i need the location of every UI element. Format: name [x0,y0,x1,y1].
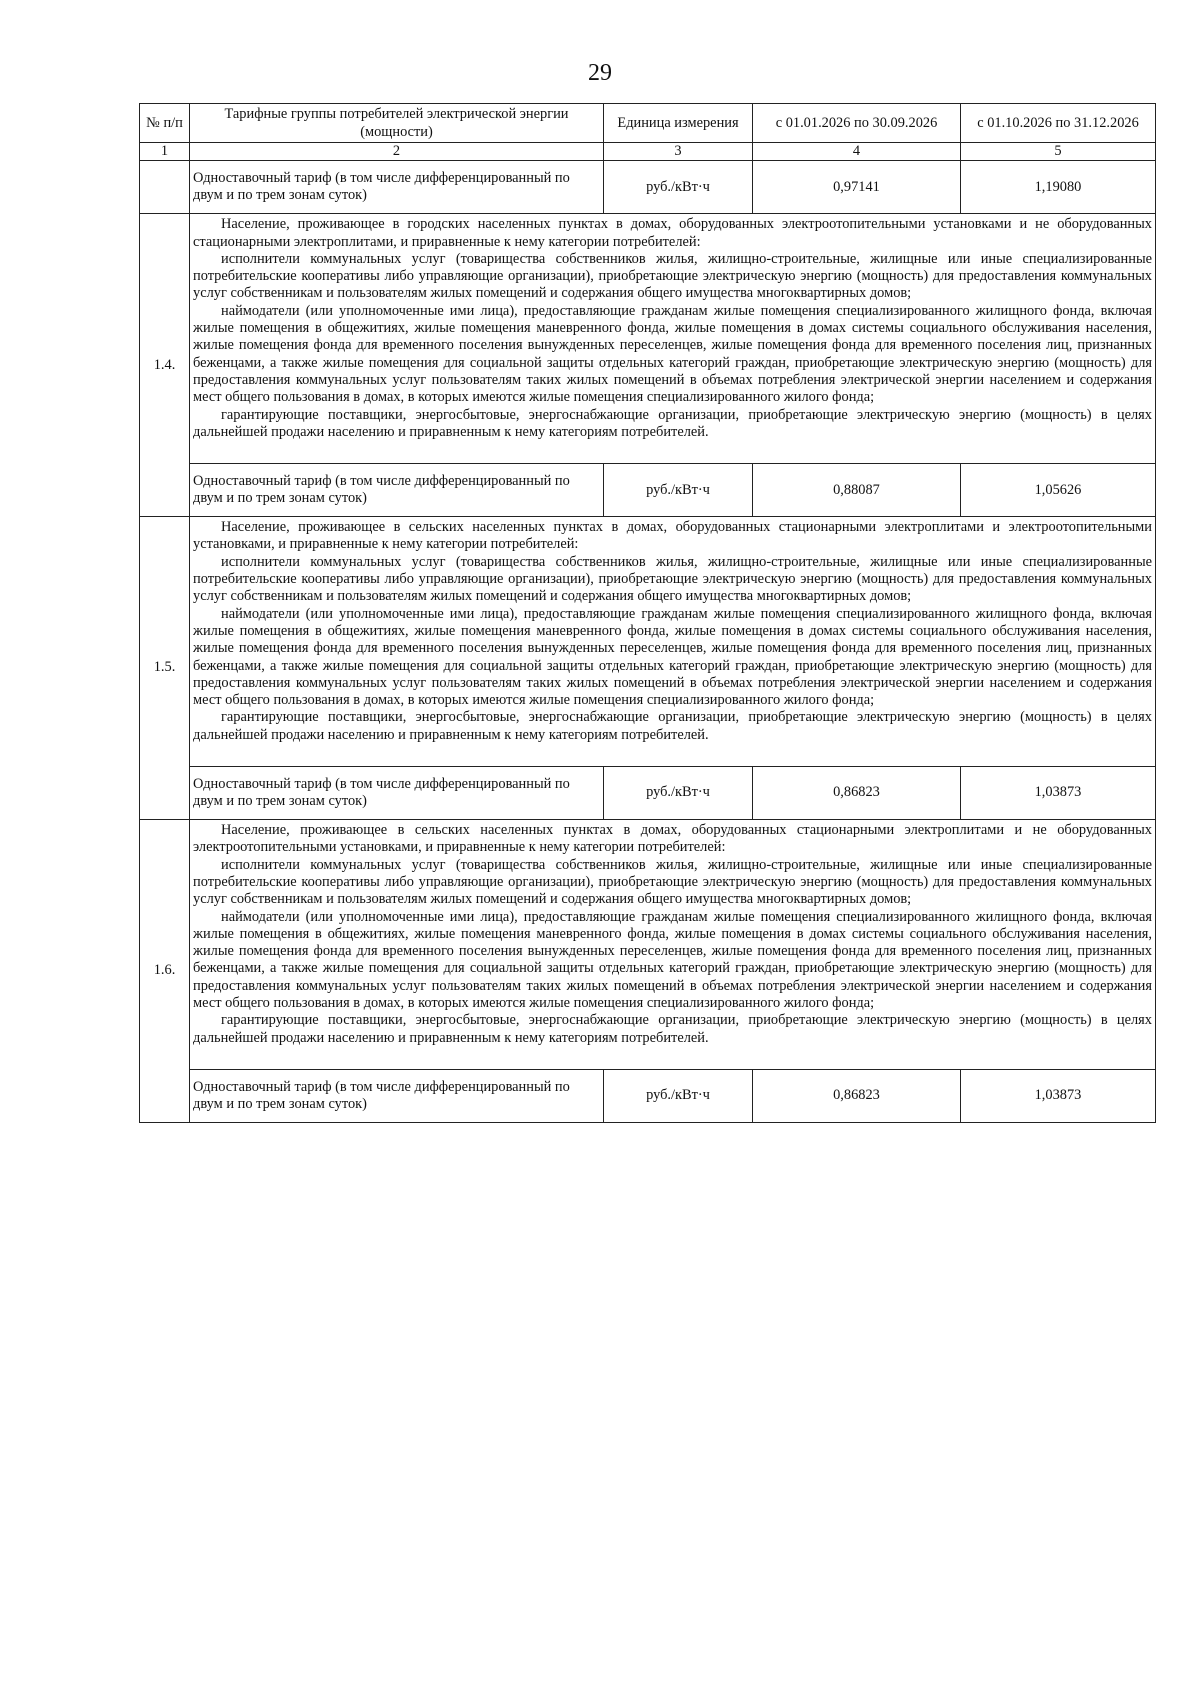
tariff-value-period-2: 1,19080 [961,161,1156,214]
description-paragraph: гарантирующие поставщики, энергосбытовые, энергоснабжающие организации, приобретающие электрическую энергию (мощность) в целях дальнейшей продажи населению и приравненным к нему категориям потребителей. [193,406,1152,440]
section-number: 1.4. [140,214,190,517]
tariff-row [140,767,1156,820]
description-paragraph: Население, проживающее в сельских населенных пунктах в домах, оборудованных стационарными электроплитами и не оборудованных электроотопительными установками, и приравненные к нему категории потребителей: [193,822,1152,856]
page-number: 29 [588,60,612,86]
tariff-row [140,161,1156,214]
section-number: 1.5. [140,517,190,820]
section-description [190,517,1156,767]
tariff-unit: руб./кВт·ч [604,1069,753,1122]
row-number-cell [140,161,190,214]
tariff-value-period-1: 0,97141 [753,161,961,214]
tariff-row [140,464,1156,517]
column-number: 4 [753,143,961,161]
tariff-table [139,103,1156,1123]
table-header-row [140,104,1156,143]
tariff-name: Одноставочный тариф (в том числе дифференцированный по двум и по трем зонам суток) [190,464,604,517]
column-number: 3 [604,143,753,161]
tariff-name: Одноставочный тариф (в том числе дифференцированный по двум и по трем зонам суток) [190,161,604,214]
section-description [190,820,1156,1070]
tariff-row [140,1069,1156,1122]
header-period-2: с 01.10.2026 по 31.12.2026 [961,104,1156,143]
description-paragraph: Население, проживающее в сельских населенных пунктах в домах, оборудованных стационарными электроплитами и электроотопительными установками, и приравненные к нему категории потребителей: [193,519,1152,553]
header-period-1: с 01.01.2026 по 30.09.2026 [753,104,961,143]
section-description-row [140,214,1156,464]
column-number-row [140,143,1156,161]
section-description [190,214,1156,464]
description-paragraph: гарантирующие поставщики, энергосбытовые, энергоснабжающие организации, приобретающие электрическую энергию (мощность) в целях дальнейшей продажи населению и приравненным к нему категориям потребителей. [193,1012,1152,1046]
tariff-name: Одноставочный тариф (в том числе дифференцированный по двум и по трем зонам суток) [190,767,604,820]
tariff-value-period-2: 1,03873 [961,767,1156,820]
description-paragraph: исполнители коммунальных услуг (товарищества собственников жилья, жилищно-строительные, жилищные или иные специализированные потребительские кооперативы либо управляющие организации), приобретающие электрическую энергию (мощность) для предоставления коммунальных услуг собственникам и пользователям жилых помещений и содержания общего имущества многоквартирных домов; [193,856,1152,908]
description-paragraph: наймодатели (или уполномоченные ими лица), предоставляющие гражданам жилые помещения специализированного жилищного фонда, включая жилые помещения в общежитиях, жилые помещения маневренного фонда, жилые помещения в домах системы социального обслуживания населения, жилые помещения фонда для временного поселения вынужденных переселенцев, жилые помещения фонда для временного поселения лиц, признанных беженцами, а также жилые помещения для социальной защиты отдельных категорий граждан, приобретающие электрическую энергию (мощность) для предоставления коммунальных услуг пользователям таких жилых помещений в объемах потребления электрической энергии населением и содержания мест общего пользования в домах, в которых имеются жилые помещения специализированного жилого фонда; [193,605,1152,709]
tariff-name: Одноставочный тариф (в том числе дифференцированный по двум и по трем зонам суток) [190,1069,604,1122]
tariff-unit: руб./кВт·ч [604,161,753,214]
description-paragraph: наймодатели (или уполномоченные ими лица), предоставляющие гражданам жилые помещения специализированного жилищного фонда, включая жилые помещения в общежитиях, жилые помещения маневренного фонда, жилые помещения в домах системы социального обслуживания населения, жилые помещения фонда для временного поселения вынужденных переселенцев, жилые помещения фонда для временного поселения лиц, признанных беженцами, а также жилые помещения для социальной защиты отдельных категорий граждан, приобретающие электрическую энергию (мощность) для предоставления коммунальных услуг пользователям таких жилых помещений в объемах потребления электрической энергии населением и содержания мест общего пользования в домах, в которых имеются жилые помещения специализированного жилого фонда; [193,908,1152,1011]
description-paragraph: Население, проживающее в городских населенных пунктах в домах, оборудованных электроотопительными установками и не оборудованных стационарными электроплитами, и приравненные к нему категории потребителей: [193,216,1152,250]
column-number: 5 [961,143,1156,161]
column-number: 2 [190,143,604,161]
tariff-unit: руб./кВт·ч [604,767,753,820]
tariff-value-period-2: 1,03873 [961,1069,1156,1122]
description-paragraph: исполнители коммунальных услуг (товарищества собственников жилья, жилищно-строительные, жилищные или иные специализированные потребительские кооперативы либо управляющие организации), приобретающие электрическую энергию (мощность) для предоставления коммунальных услуг собственникам и пользователям жилых помещений и содержания общего имущества многоквартирных домов; [193,553,1152,605]
description-paragraph: гарантирующие поставщики, энергосбытовые, энергоснабжающие организации, приобретающие электрическую энергию (мощность) в целях дальнейшей продажи населению и приравненным к нему категориям потребителей. [193,709,1152,743]
section-description-row [140,517,1156,767]
tariff-value-period-1: 0,86823 [753,1069,961,1122]
description-paragraph: наймодатели (или уполномоченные ими лица), предоставляющие гражданам жилые помещения специализированного жилищного фонда, включая жилые помещения в общежитиях, жилые помещения маневренного фонда, жилые помещения в домах системы социального обслуживания населения, жилые помещения фонда для временного поселения вынужденных переселенцев, жилые помещения фонда для временного поселения лиц, признанных беженцами, а также жилые помещения для социальной защиты отдельных категорий граждан, приобретающие электрическую энергию (мощность) для предоставления коммунальных услуг пользователям таких жилых помещений в объемах потребления электрической энергии населением и содержания мест общего пользования в домах, в которых имеются жилые помещения специализированного жилого фонда; [193,302,1152,406]
header-tariff-group: Тарифные группы потребителей электрической энергии (мощности) [190,104,604,143]
tariff-value-period-1: 0,88087 [753,464,961,517]
column-number: 1 [140,143,190,161]
tariff-value-period-1: 0,86823 [753,767,961,820]
description-paragraph: исполнители коммунальных услуг (товарищества собственников жилья, жилищно-строительные, жилищные или иные специализированные потребительские кооперативы либо управляющие организации), приобретающие электрическую энергию (мощность) для предоставления коммунальных услуг собственникам и пользователям жилых помещений и содержания общего имущества многоквартирных домов; [193,250,1152,302]
tariff-unit: руб./кВт·ч [604,464,753,517]
section-description-row [140,820,1156,1070]
header-number: № п/п [140,104,190,143]
section-number: 1.6. [140,820,190,1123]
header-unit: Единица измерения [604,104,753,143]
tariff-value-period-2: 1,05626 [961,464,1156,517]
